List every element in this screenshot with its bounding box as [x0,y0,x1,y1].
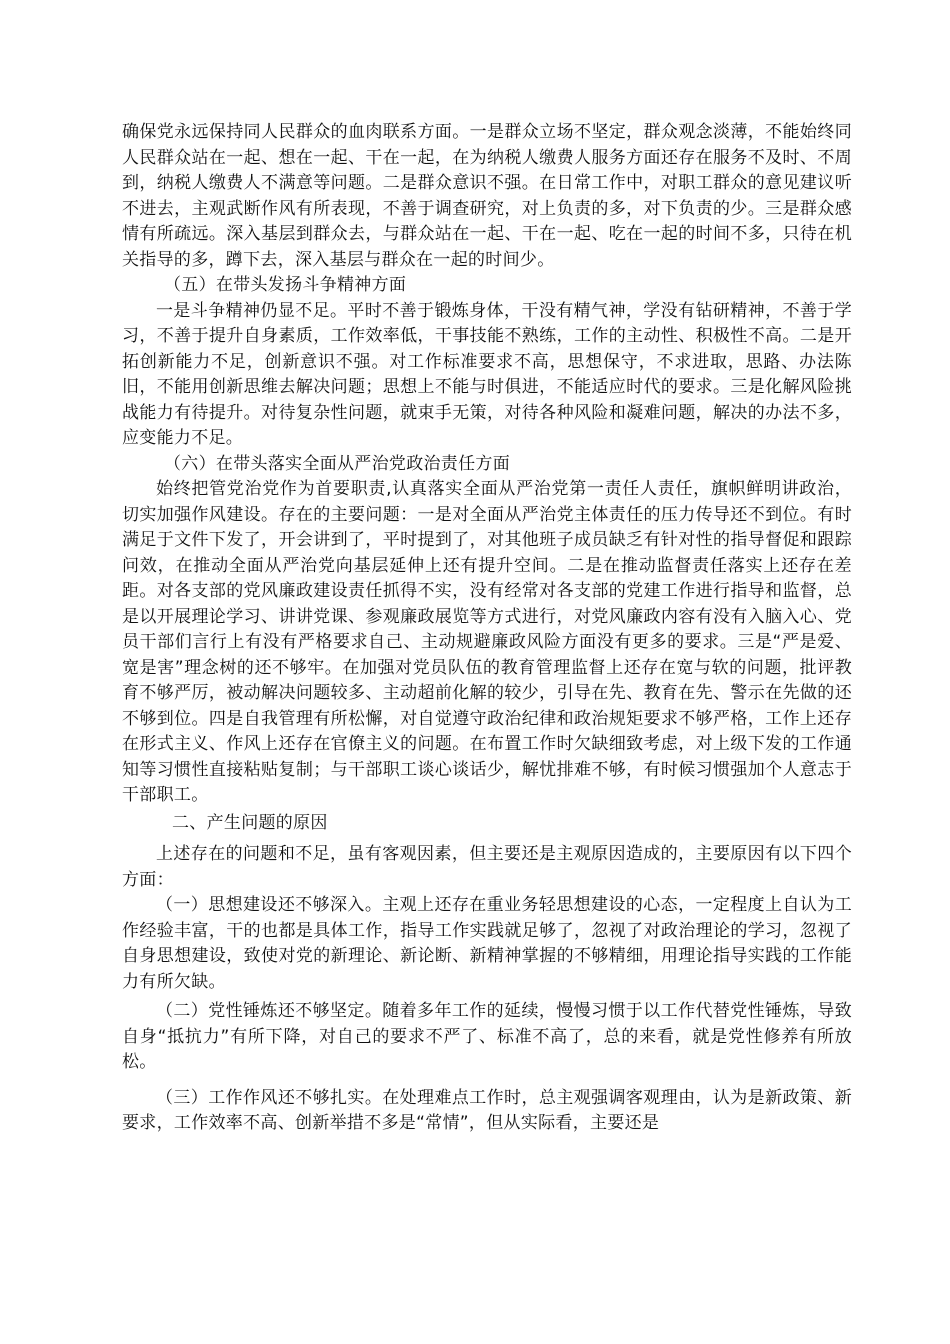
document-page [122,120,852,1137]
section-heading-6: （六）在带头落实全面从严治党政治责任方面 [164,453,510,474]
section-heading-5: （五）在带头发扬斗争精神方面 [164,275,407,295]
paragraph-causes-intro: 上述存在的问题和不足，虽有客观因素，但主要还是主观原因造成的，主要原因有以下四个方面： [122,844,852,890]
paragraph-mass-line: 确保党永远保持同人民群众的血肉联系方面。一是群众立场不坚定，群众观念淡薄，不能始终同人民群众站在一起、想在一起、干在一起，在为纳税人缴费人服务方面还存在服务不及时、不周到，纳税人缴费人不满意等问题。二是群众意识不强。在日常工作中，对职工群众的意见建议听不进去，主观武断作风有所表现，不善于调查研究，对上负责的多，对下负责的少。三是群众感情有所疏远。深入基层到群众去，与群众站在一起、干在一起、吃在一起的时间不多，只待在机关指导的多，蹲下去，深入基层与群众在一起的时间少。 [122,122,852,270]
paragraph-struggle-spirit: 一是斗争精神仍显不足。平时不善于锻炼身体，干没有精气神，学没有钻研精神，不善于学习，不善于提升自身素质，工作效率低，干事技能不熟练，工作的主动性、积极性不高。二是开拓创新能力不足，创新意识不强。对工作标准要求不高，思想保守，不求进取，思路、办法陈旧，不能用创新思维去解决问题；思想上不能与时俱进，不能适应时代的要求。三是化解风险挑战能力有待提升。对待复杂性问题，就束手无策，对待各种风险和凝难问题，解决的办法不多，应变能力不足。 [122,300,852,448]
section-heading-causes: 二、产生问题的原因 [172,812,328,833]
paragraph-cause-3: （三）工作作风还不够扎实。在处理难点工作时，总主观强调客观理由，认为是新政策、新要求，工作效率不高、创新举措不多是“常情”，但从实际看，主要还是 [122,1087,852,1133]
paragraph-party-governance: 始终把管党治党作为首要职责,认真落实全面从严治党第一责任人责任，旗帜鲜明讲政治，切实加强作风建设。存在的主要问题：一是对全面从严治党主体责任的压力传导还不到位。有时满足于文件下发了，开会讲到了，平时提到了，对其他班子成员缺乏有针对性的指导督促和跟踪问效，在推动全面从严治党向基层延伸上还有提升空间。二是在推动监督责任落实上还存在差距。对各支部的党风廉政建设责任抓得不实，没有经常对各支部的党建工作进行指导和监督，总是以开展理论学习、讲讲党课、参观廉政展览等方式进行，对党风廉政内容有没有入脑入心、党员干部们言行上有没有严格要求自己、主动规避廉政风险方面没有更多的要求。三是“严是爱、宽是害”理念树的还不够牢。在加强对党员队伍的教育管理监督上还存在宽与软的问题，批评教育不够严厉，被动解决问题较多、主动超前化解的较少，引导在先、教育在先、警示在先做的还不够到位。四是自我管理有所松懈，对自觉遵守政治纪律和政治规矩要求不够严格，工作上还存在形式主义、作风上还存在官僚主义的问题。在布置工作时欠缺细致考虑，对上级下发的工作通知等习惯性直接粘贴复制；与干部职工谈心谈话少，解忧排难不够，有时候习惯强加个人意志于干部职工。 [122,479,852,805]
paragraph-cause-1: （一）思想建设还不够深入。主观上还存在重业务轻思想建设的心态，一定程度上自认为工作经验丰富，干的也都是具体工作，指导工作实践就足够了，忽视了对政治理论的学习，忽视了自身思想建设，致使对党的新理论、新论断、新精神掌握的不够精细，用理论指导实践的工作能力有所欠缺。 [122,895,852,992]
paragraph-cause-2: （二）党性锤炼还不够坚定。随着多年工作的延续，慢慢习惯于以工作代替党性锤炼，导致自身“抵抗力”有所下降，对自己的要求不严了、标准不高了，总的来看，就是党性修养有所放松。 [122,1001,852,1072]
